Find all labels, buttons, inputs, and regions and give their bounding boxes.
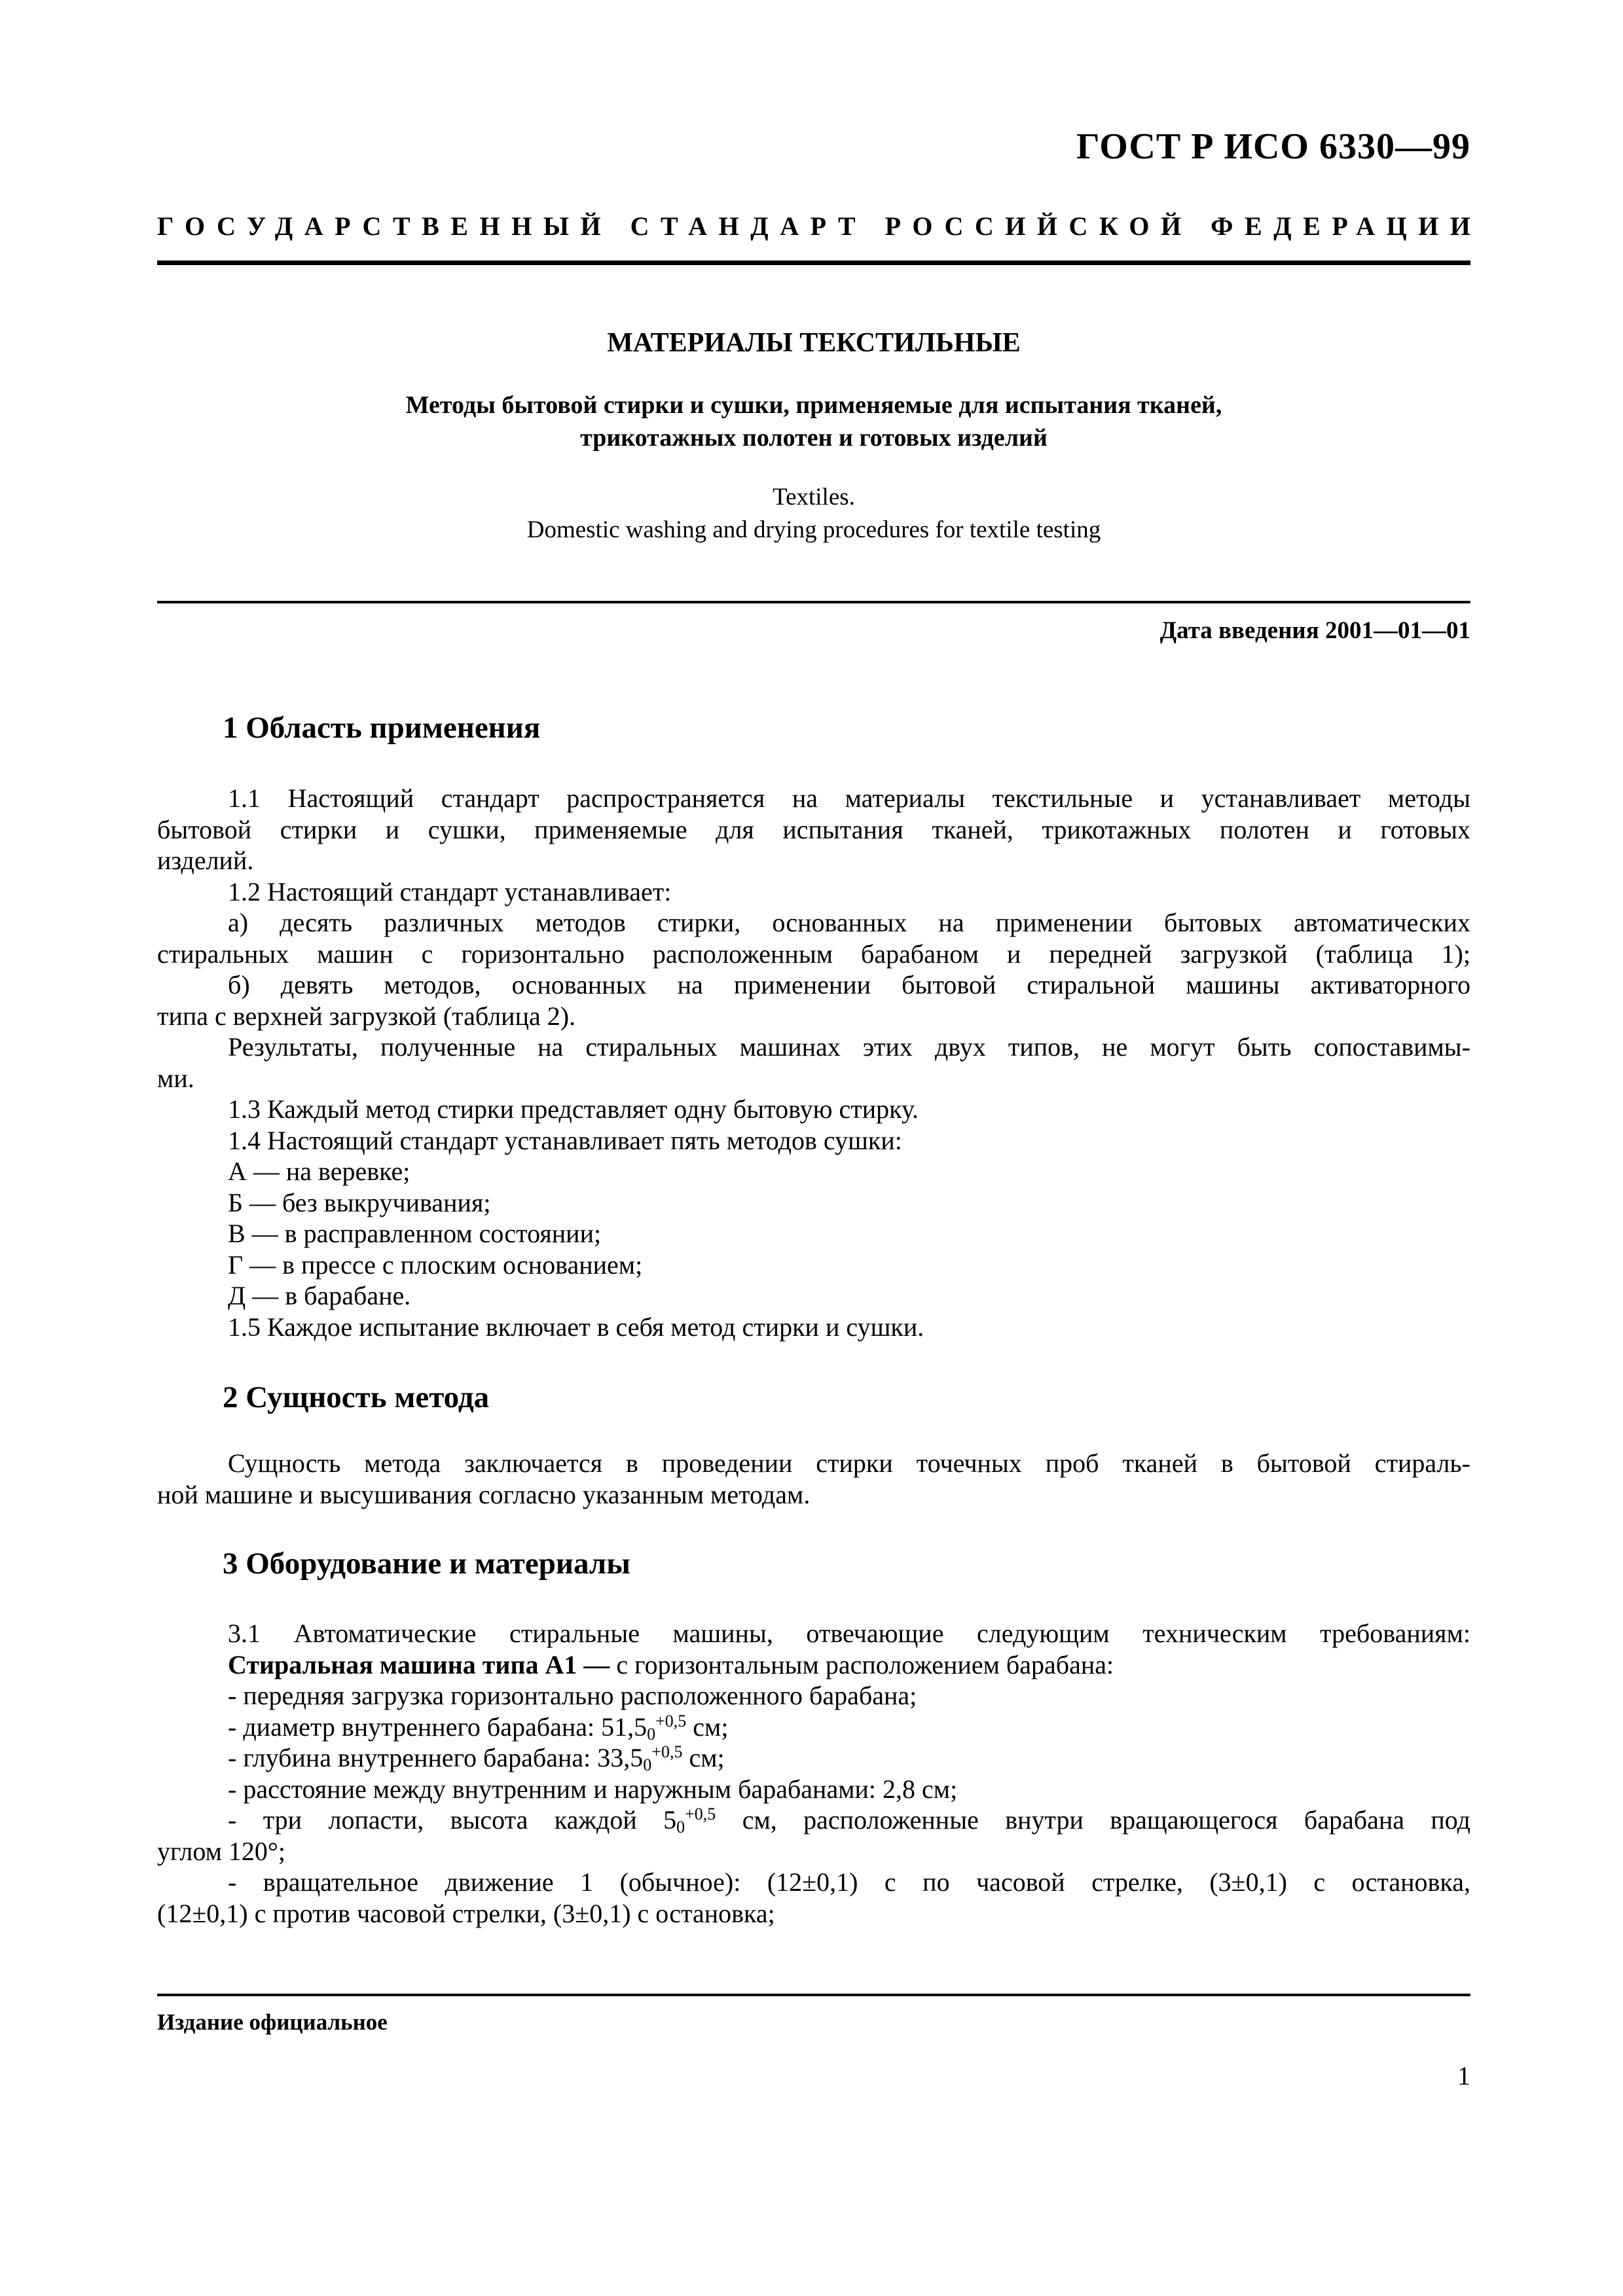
document-title: МАТЕРИАЛЫ ТЕКСТИЛЬНЫЕ [607,328,1021,358]
section-2-heading: 2 Сущность метода [223,1380,490,1414]
text-line: стиральных машин с горизонтально расположенным барабаном и передней загрузкой (таблица 1); [157,939,1470,969]
tolerance-lower: 0 [643,1755,652,1774]
list-item-continuation: (12±0,1) с против часовой стрелки, (3±0,1) с остановка; [157,1898,775,1928]
tolerance-upper: +0,5 [685,1804,716,1823]
section-3-body [157,1618,1470,1929]
header-divider [157,260,1470,265]
title-divider [157,601,1470,603]
text-line: 3.1 Автоматические стиральные машины, отвечающие следующим техническим требованиям: [228,1619,1470,1648]
tolerance-lower: 0 [676,1818,685,1837]
paddles-text-rest: см, расположенные внутри вращающегося барабана под [716,1805,1471,1835]
unit-text: см; [686,1712,729,1742]
section-3-heading: 3 Оборудование и материалы [223,1547,630,1581]
section-2-body [157,1448,1470,1510]
english-title [157,481,1470,547]
tolerance-upper: +0,5 [651,1742,683,1761]
text-line: А — на веревке; [228,1157,410,1186]
text-line: бытовой стирки и сушки, применяемые для испытания тканей, трикотажных полотен и готовых [157,814,1470,844]
machine-type-text: с горизонтальным расположением барабана: [610,1649,1114,1679]
text-line: Г — в прессе с плоским основанием; [228,1249,643,1280]
text-line: 1.3 Каждый метод стирки представляет одну бытовую стирку. [228,1094,919,1124]
list-item: - вращательное движение 1 (обычное): (12±0,1) с по часовой стрелке, (3±0,1) с остановка, [228,1867,1470,1897]
machine-type-line [157,1649,1470,1681]
list-item: - расстояние между внутренним и наружным барабанами: 2,8 см; [228,1774,958,1804]
text-line: 1.5 Каждое испытание включает в себя метод стирки и сушки. [228,1312,924,1342]
machine-type-label: Стиральная машина типа А1 — [228,1649,610,1679]
text-line: Результаты, полученные на стиральных машинах этих двух типов, не могут быть сопоставимы- [228,1032,1470,1062]
text-line: 1.1 Настоящий стандарт распространяется на материалы текстильные и устанавливает методы [228,783,1470,813]
text-line: Д — в барабане. [228,1281,411,1310]
text-line: В — в расправленном состоянии; [228,1219,602,1248]
text-line: ми. [157,1063,194,1093]
document-page [157,0,1482,2296]
text-line: а) десять различных методов стирки, основанных на применении бытовых автоматических [228,908,1470,937]
diameter-text: - диаметр внутреннего барабана: 51,5 [228,1712,647,1742]
footer-divider [157,1994,1470,1996]
section-1-heading: 1 Область применения [223,711,541,745]
depth-text: - глубина внутреннего барабана: 33,5 [228,1743,644,1772]
subtitle-line-1: Методы бытовой стирки и сушки, применяемые для испытания тканей, [405,391,1222,419]
text-line: Б — без выкручивания; [228,1187,491,1217]
document-subtitle [157,389,1470,454]
text-line: ной машине и высушивания согласно указанным методам. [157,1479,811,1509]
government-standard-title: ГОСУДАРСТВЕННЫЙ СТАНДАРТ РОССИЙСКОЙ ФЕДЕРАЦИИ [157,211,1482,241]
text-line: б) девять методов, основанных на применении бытовой стиральной машины активаторного [228,970,1470,999]
english-title-line-1: Textiles. [773,484,855,511]
edition-label: Издание официальное [157,2009,388,2035]
list-item [157,1804,1470,1836]
english-title-line-2: Domestic washing and drying procedures for textile testing [526,516,1101,543]
tolerance-lower: 0 [647,1724,656,1744]
list-item: - передняя загрузка горизонтально расположенного барабана; [228,1681,917,1710]
text-line: Сущность метода заключается в проведении стирки точечных проб тканей в бытовой стираль- [228,1448,1470,1478]
list-item [157,1742,1470,1774]
section-1-body [157,783,1470,1342]
unit-text: см; [682,1743,725,1772]
text-line: 1.4 Настоящий стандарт устанавливает пять методов сушки: [228,1125,902,1155]
subtitle-line-2: трикотажных полотен и готовых изделий [580,424,1048,452]
paddles-text: - три лопасти, высота каждой 5 [228,1805,677,1835]
list-item-continuation: углом 120°; [157,1836,285,1866]
text-line: изделий. [157,846,254,875]
tolerance-upper: +0,5 [655,1711,687,1731]
standard-number: ГОСТ Р ИСО 6330—99 [1076,126,1470,167]
list-item [157,1712,1470,1743]
introduction-date: Дата введения 2001—01—01 [1159,617,1470,644]
text-line: 1.2 Настоящий стандарт устанавливает: [228,876,672,906]
text-line: типа с верхней загрузкой (таблица 2). [157,1001,576,1031]
page-number: 1 [1457,2061,1470,2090]
